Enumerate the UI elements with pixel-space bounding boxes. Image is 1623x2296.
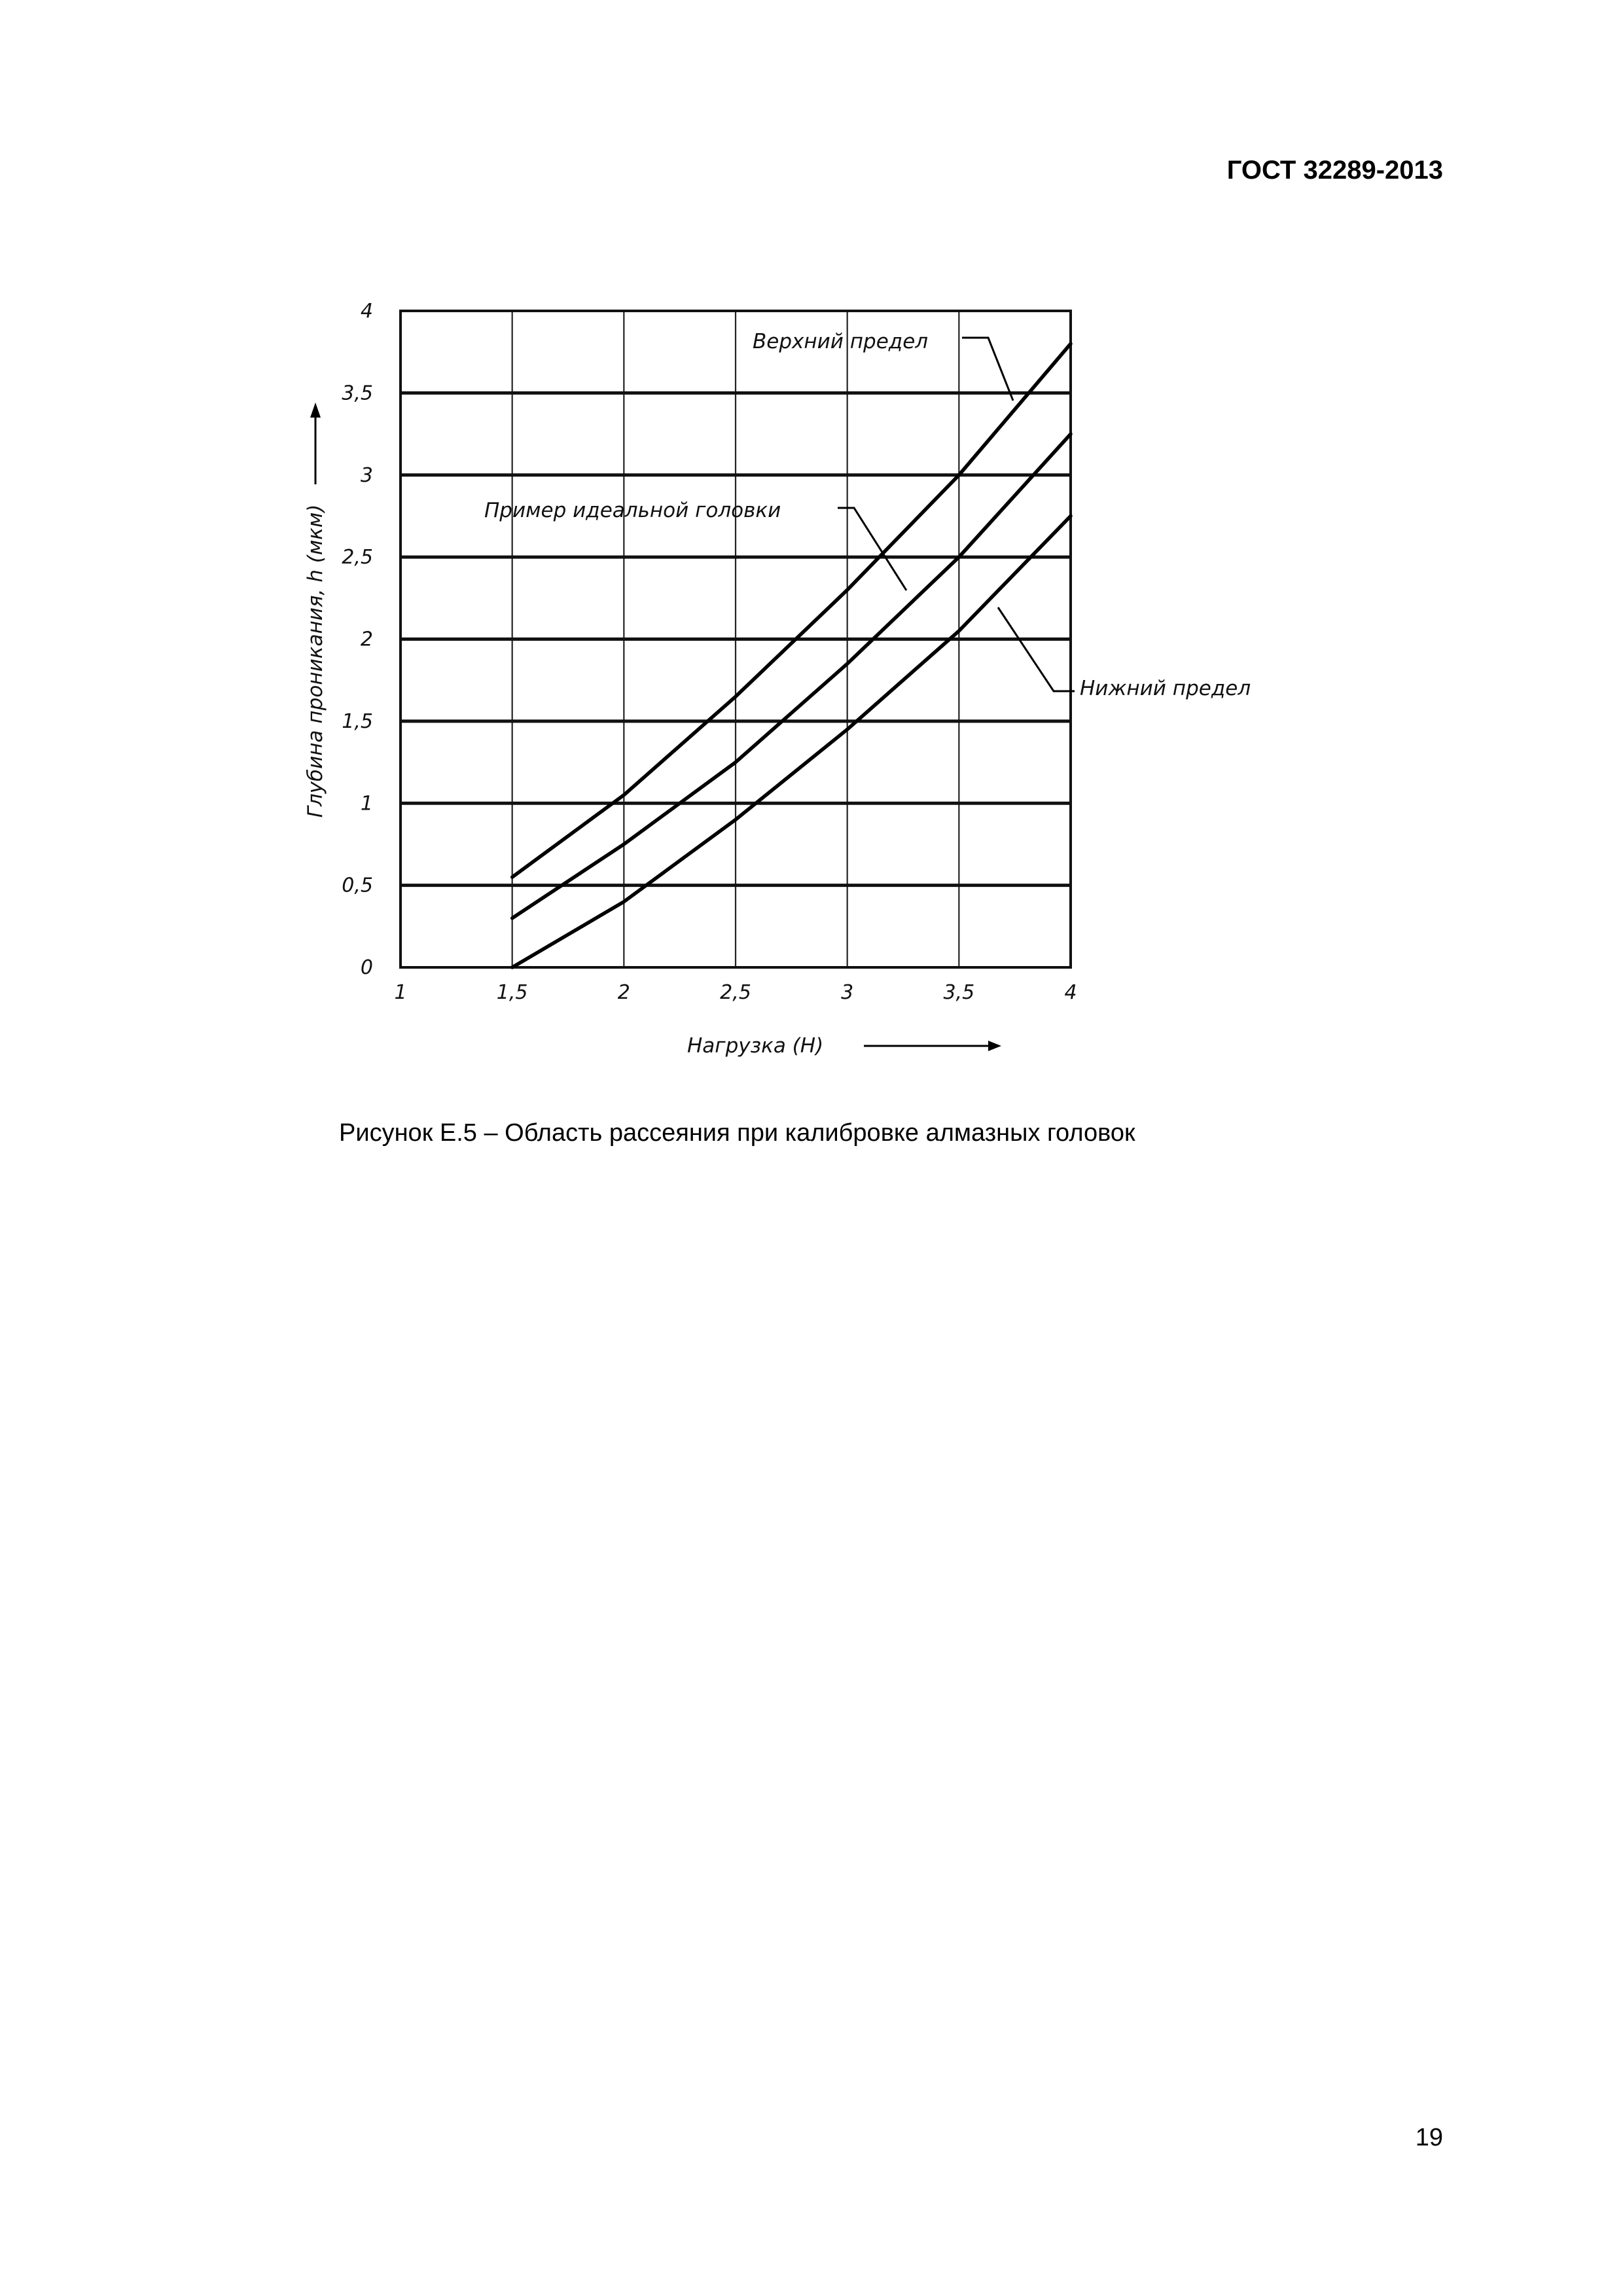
series-label: Пример идеальной головки: [484, 499, 781, 522]
page-number: 19: [1415, 2124, 1443, 2151]
series-label: Нижний предел: [1080, 677, 1251, 700]
document-code: ГОСТ 32289-2013: [1226, 156, 1443, 185]
y-axis-arrowhead: [310, 403, 321, 418]
y-tick-label: 2,5: [342, 546, 373, 569]
x-tick-label: 3: [841, 981, 854, 1004]
figure-caption: Рисунок Е.5 – Область рассеяния при калибровке алмазных головок: [339, 1119, 1135, 1147]
penetration-depth-chart: [0, 0, 1623, 1113]
y-tick-label: 3,5: [342, 382, 373, 405]
x-tick-label: 3,5: [943, 981, 975, 1004]
series-line-2: [512, 516, 1071, 967]
x-tick-label: 4: [1064, 981, 1077, 1004]
y-tick-label: 4: [360, 300, 373, 323]
x-axis-label: Нагрузка (Н): [687, 1034, 824, 1058]
chart-labels: [304, 300, 1251, 1058]
series-label: Верхний предел: [753, 330, 929, 353]
y-tick-label: 1,5: [342, 709, 373, 733]
chart-grid: [401, 311, 1071, 967]
x-axis-arrowhead: [988, 1041, 1001, 1051]
chart-series: [512, 344, 1071, 967]
y-tick-label: 1: [360, 792, 373, 816]
x-tick-label: 1,5: [496, 981, 528, 1004]
series-leader-line: [962, 338, 1013, 401]
series-leader-line: [998, 607, 1075, 691]
x-tick-label: 2: [617, 981, 630, 1004]
x-tick-label: 2,5: [720, 981, 751, 1004]
y-tick-label: 0: [360, 956, 373, 979]
y-tick-label: 3: [360, 463, 373, 487]
y-axis-label: Глубина проникания, h (мкм): [304, 504, 327, 818]
x-tick-label: 1: [394, 981, 407, 1004]
y-tick-label: 2: [360, 628, 373, 651]
series-line-0: [512, 344, 1071, 877]
y-tick-label: 0,5: [342, 874, 373, 897]
